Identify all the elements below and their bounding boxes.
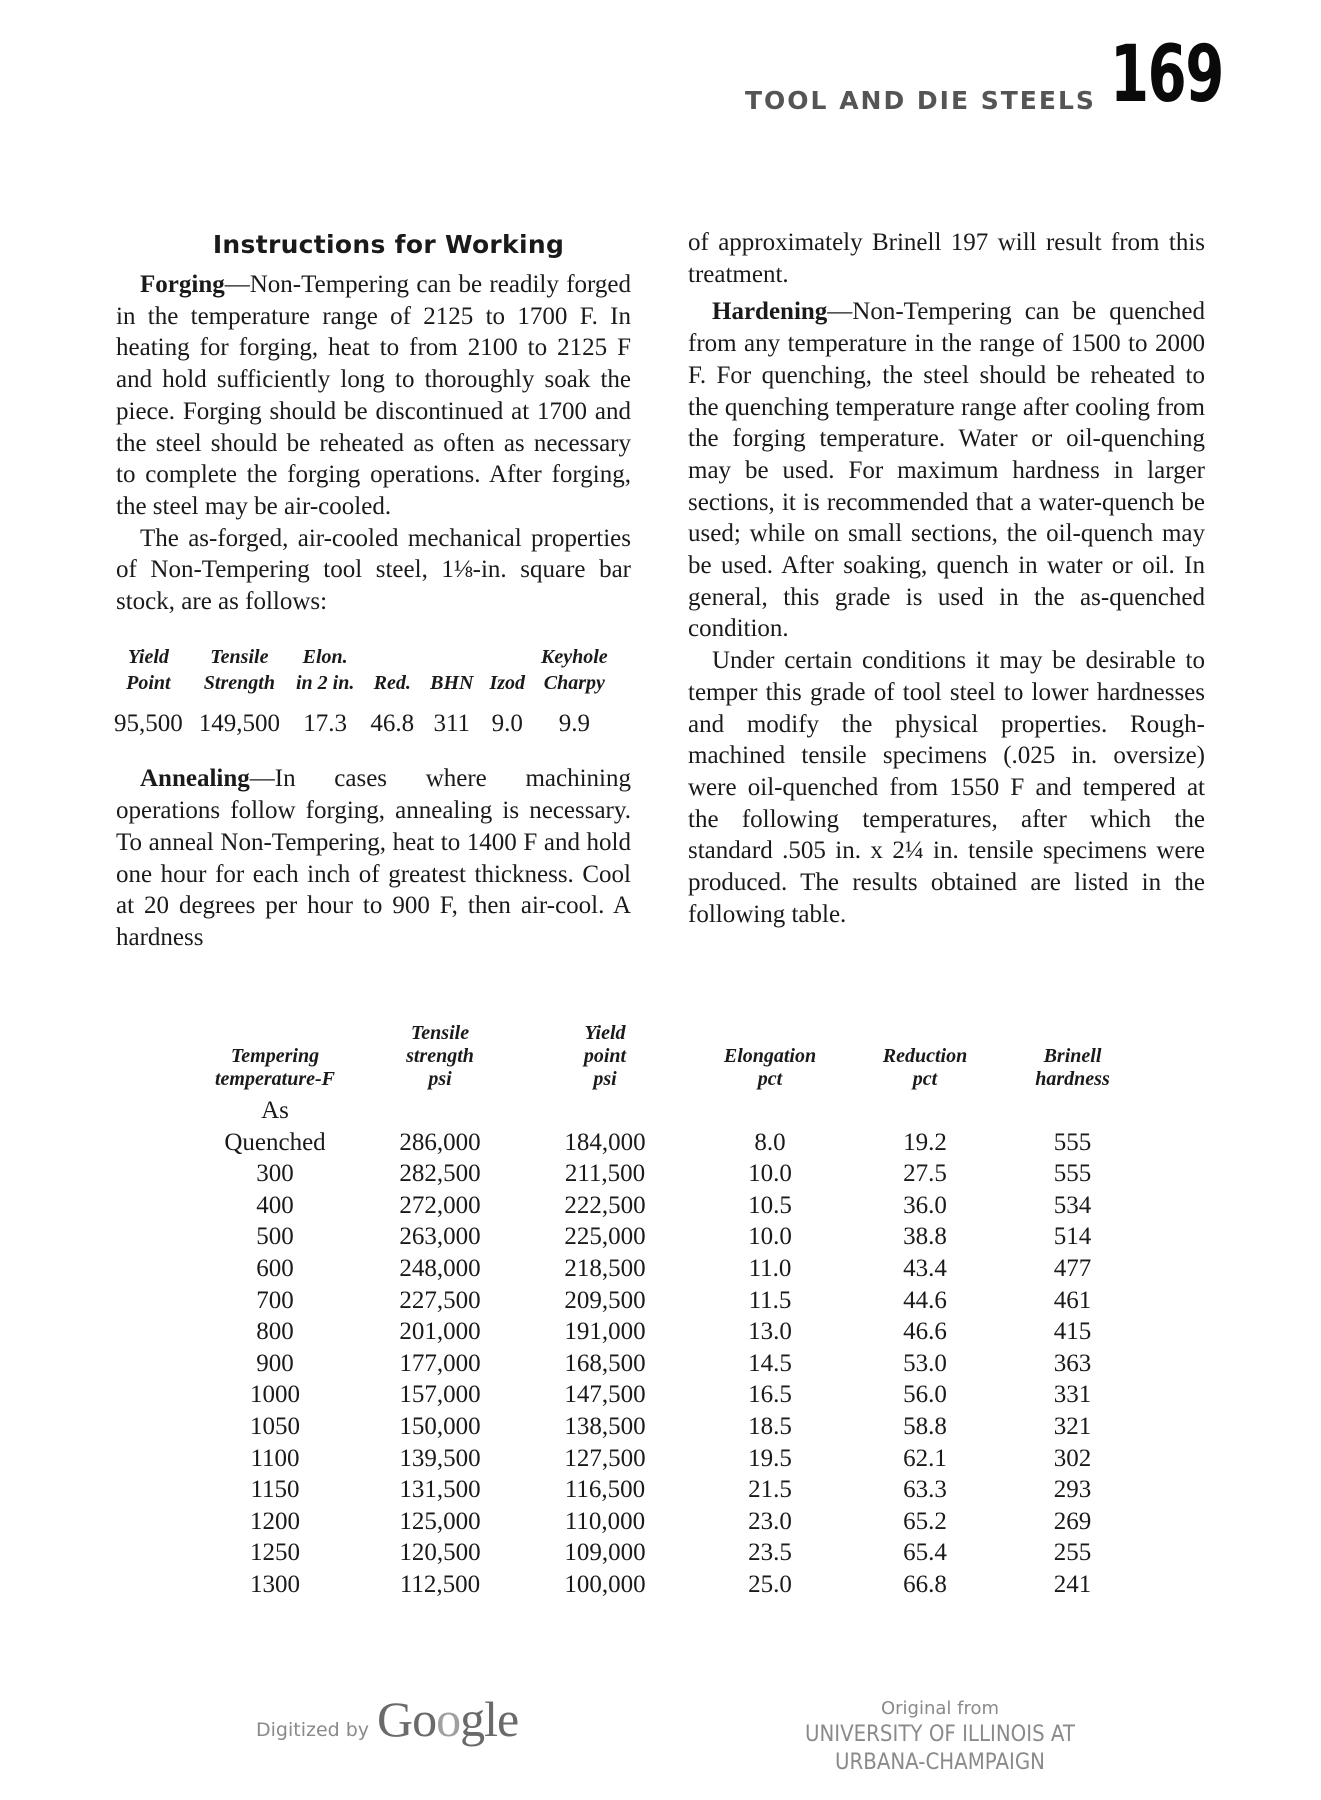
- cell-elongation: 18.5: [748, 1412, 792, 1440]
- cell-reduction: 38.8: [903, 1223, 947, 1251]
- cell-brinell: 514: [1053, 1223, 1092, 1251]
- cell-brinell: 241: [1053, 1570, 1092, 1598]
- cell-brinell: 461: [1053, 1286, 1092, 1314]
- cell-tensile: 157,000: [399, 1381, 481, 1409]
- cell-reduction: 58.8: [903, 1412, 947, 1440]
- cell-temp: 600: [256, 1254, 294, 1282]
- google-logo: Google: [377, 1691, 519, 1747]
- annealing-text: —In cases where machining operations follow forging, annealing is necessary. To anneal Non-Tempering, heat to 1400 F and hold one hour for each inch of greatest thickness. Cool at 20 degrees per hour to 900 F, then air-cool. A hardness: [116, 765, 631, 951]
- forging-run-in: Forging: [140, 271, 225, 298]
- cell-yield: 218,500: [564, 1254, 646, 1282]
- cell-tensile: 286,000: [399, 1128, 481, 1156]
- cell-yield: 222,500: [564, 1191, 646, 1219]
- props-header-charpy: Keyhole Charpy: [541, 645, 608, 694]
- cell-temp: 1100: [250, 1444, 300, 1472]
- tempering-header-row: [190, 1022, 1145, 1095]
- cell-elongation: 19.5: [748, 1444, 792, 1472]
- forging-text: —Non-Tempering can be readily forged in the temperature range of 2125 to 1700 F. In heating for forging, heat to from 2100 to 2125 F and hold sufficiently long to thoroughly soak the piece. Forging should be discontinued at 1700 and the steel should be reheated as often as necessary to complete the forging operations. After forging, the steel may be air-cooled.: [116, 271, 631, 520]
- cell-temp: Quenched: [224, 1128, 326, 1156]
- cell-temp: 1300: [250, 1570, 300, 1598]
- header-tempering-temperature: Tempering temperature-F: [215, 1045, 335, 1090]
- cell-temp: 500: [256, 1223, 294, 1251]
- props-header-bhn: BHN: [430, 671, 474, 694]
- cell-tensile: 272,000: [399, 1191, 481, 1219]
- cell-reduction: 19.2: [903, 1128, 947, 1156]
- digitized-by-label: Digitized by: [256, 1719, 370, 1741]
- cell-reduction: 65.2: [903, 1507, 947, 1535]
- table-row: [190, 1443, 1145, 1475]
- cell-temp: 1150: [250, 1476, 300, 1504]
- table-row: [190, 1537, 1145, 1569]
- cell-yield: 209,500: [564, 1286, 646, 1314]
- table-row: [190, 1253, 1145, 1285]
- props-header-yield: Yield Point: [126, 645, 171, 694]
- cell-elongation: 14.5: [748, 1349, 792, 1377]
- original-from-watermark: [740, 1697, 1140, 1777]
- cell-temp: 1050: [250, 1412, 300, 1440]
- props-header-elongation: Elon. in 2 in.: [296, 645, 355, 694]
- cell-tensile: 282,500: [399, 1160, 481, 1188]
- cell-brinell: 534: [1053, 1191, 1092, 1219]
- hardening-text: —Non-Tempering can be quenched from any temperature in the range of 1500 to 2000 F. For quenching, the steel should be reheated to the quenching temperature range after cooling from the forging temperature. Water or oil-quenching may be used. For maximum hardness in larger sections, it is recommended that a water-quench be used; while on small sections, the oil-quench may be used. After soaking, quench in water or oil. In general, this grade is used in the as-quenched condition.: [688, 298, 1205, 643]
- cell-reduction: 27.5: [903, 1160, 947, 1188]
- cell-elongation: 11.0: [748, 1254, 792, 1282]
- props-bhn-value: 311: [433, 709, 471, 737]
- cell-elongation: 21.5: [748, 1476, 792, 1504]
- hardening-run-in: Hardening: [712, 298, 828, 326]
- table-row: [190, 1411, 1145, 1443]
- table-row: [190, 1127, 1145, 1159]
- cell-tensile: 201,000: [399, 1318, 481, 1346]
- cell-elongation: 11.5: [748, 1286, 792, 1314]
- cell-reduction: 56.0: [903, 1381, 947, 1409]
- as-forged-intro: The as-forged, air-cooled mechanical properties of Non-Tempering tool steel, 1⅛-in. square bar stock, are as follows:: [116, 524, 631, 616]
- cell-reduction: 46.6: [903, 1318, 947, 1346]
- cell-reduction: 53.0: [903, 1349, 947, 1377]
- props-charpy-value: 9.9: [558, 709, 590, 737]
- table-row: [190, 1474, 1145, 1506]
- props-header-reduction: Red.: [373, 671, 411, 694]
- cell-elongation: 13.0: [748, 1318, 792, 1346]
- header-reduction: Reduction pct: [882, 1045, 968, 1090]
- cell-yield: 116,500: [564, 1476, 646, 1504]
- section-title: Instructions for Working: [212, 230, 565, 259]
- annealing-continuation: of approximately Brinell 197 will result from this treatment.: [688, 229, 1205, 288]
- cell-yield: 168,500: [564, 1349, 646, 1377]
- cell-temp: 1250: [250, 1539, 300, 1567]
- cell-elongation: 10.5: [748, 1191, 792, 1219]
- cell-tensile: 139,500: [399, 1444, 481, 1472]
- table-row: [190, 1379, 1145, 1411]
- cell-tensile: 131,500: [399, 1476, 481, 1504]
- cell-tensile: 227,500: [399, 1286, 481, 1314]
- cell-yield: 109,000: [564, 1539, 646, 1567]
- table-row: [190, 1316, 1145, 1348]
- cell-elongation: 23.0: [748, 1507, 792, 1535]
- props-reduction-value: 46.8: [370, 709, 415, 737]
- cell-tensile: 248,000: [399, 1254, 481, 1282]
- cell-tensile: 120,500: [399, 1539, 481, 1567]
- running-head: TOOL AND DIE STEELS: [745, 86, 1096, 115]
- cell-temp-as: As: [261, 1097, 289, 1124]
- cell-reduction: 63.3: [903, 1476, 947, 1504]
- digitized-by-google-watermark: [256, 1690, 518, 1748]
- header-elongation: Elongation pct: [723, 1045, 817, 1090]
- table-row: [190, 1158, 1145, 1190]
- cell-temp: 1200: [250, 1507, 300, 1535]
- table-row: [190, 1190, 1145, 1222]
- cell-elongation: 23.5: [748, 1539, 792, 1567]
- cell-tensile: 263,000: [399, 1223, 481, 1251]
- cell-temp: 800: [256, 1318, 294, 1346]
- right-column: [688, 227, 1205, 930]
- cell-reduction: 44.6: [903, 1286, 947, 1314]
- header-tensile-strength: Tensile strength psi: [406, 1022, 474, 1090]
- props-elongation-value: 17.3: [303, 709, 348, 737]
- props-izod-value: 9.0: [491, 709, 523, 737]
- hardening-paragraph: [688, 296, 1205, 645]
- cell-brinell: 477: [1053, 1254, 1092, 1282]
- cell-elongation: 10.0: [748, 1160, 792, 1188]
- institution-line-1: UNIVERSITY OF ILLINOIS AT: [804, 1722, 1076, 1747]
- cell-elongation: 8.0: [754, 1128, 786, 1156]
- institution-line-2: URBANA-CHAMPAIGN: [834, 1750, 1046, 1775]
- tempering-results-table: [190, 1022, 1145, 1601]
- cell-brinell: 415: [1053, 1318, 1092, 1346]
- props-header-row: [114, 644, 616, 696]
- cell-yield: 127,500: [564, 1444, 646, 1472]
- cell-brinell: 293: [1053, 1476, 1092, 1504]
- cell-yield: 184,000: [564, 1128, 646, 1156]
- table-row: [190, 1285, 1145, 1317]
- header-yield-point: Yield point psi: [583, 1022, 627, 1090]
- table-row: [190, 1348, 1145, 1380]
- cell-temp: 700: [256, 1286, 294, 1314]
- table-row-as-label: [190, 1095, 1145, 1127]
- cell-brinell: 555: [1053, 1160, 1092, 1188]
- cell-temp: 300: [256, 1160, 294, 1188]
- cell-yield: 225,000: [564, 1223, 646, 1251]
- cell-brinell: 555: [1053, 1128, 1092, 1156]
- props-header-tensile: Tensile Strength: [203, 645, 275, 694]
- cell-reduction: 66.8: [903, 1570, 947, 1598]
- cell-reduction: 62.1: [903, 1444, 947, 1472]
- props-header-izod: Izod: [489, 671, 526, 694]
- cell-yield: 100,000: [564, 1570, 646, 1598]
- cell-tensile: 150,000: [399, 1412, 481, 1440]
- cell-yield: 147,500: [564, 1381, 646, 1409]
- props-yield-value: 95,500: [114, 709, 183, 737]
- page-number: 169: [1110, 30, 1223, 120]
- original-from-label: Original from: [880, 1698, 1000, 1719]
- cell-brinell: 331: [1053, 1381, 1092, 1409]
- cell-reduction: 43.4: [903, 1254, 947, 1282]
- cell-tensile: 177,000: [399, 1349, 481, 1377]
- cell-yield: 211,500: [564, 1160, 646, 1188]
- cell-tensile: 112,500: [399, 1570, 481, 1598]
- cell-brinell: 363: [1053, 1349, 1092, 1377]
- forging-paragraph: [116, 269, 631, 523]
- cell-elongation: 16.5: [748, 1381, 792, 1409]
- props-value-row: [114, 696, 616, 740]
- cell-tensile: 125,000: [399, 1507, 481, 1535]
- cell-yield: 191,000: [564, 1318, 646, 1346]
- cell-elongation: 25.0: [748, 1570, 792, 1598]
- annealing-run-in: Annealing: [140, 765, 250, 793]
- table-row: [190, 1569, 1145, 1601]
- table-row: [190, 1221, 1145, 1253]
- cell-brinell: 302: [1053, 1444, 1092, 1472]
- tempering-paragraph: Under certain conditions it may be desirable to temper this grade of tool steel to lower hardnesses and modify the physical properties. Rough-machined tensile specimens (.025 in. oversize) were oil-quenched from 1550 F and tempered at the following temperatures, after which the standard .505 in. x 2¼ in. tensile specimens were produced. The results obtained are listed in the following table.: [688, 647, 1205, 928]
- cell-yield: 110,000: [564, 1507, 646, 1535]
- props-tensile-value: 149,500: [198, 709, 280, 737]
- as-forged-properties-table: [114, 644, 616, 740]
- annealing-paragraph: [116, 763, 631, 953]
- left-column: [116, 227, 631, 954]
- cell-brinell: 321: [1053, 1412, 1092, 1440]
- cell-reduction: 36.0: [903, 1191, 947, 1219]
- cell-elongation: 10.0: [748, 1223, 792, 1251]
- cell-temp: 900: [256, 1349, 294, 1377]
- cell-brinell: 269: [1053, 1507, 1092, 1535]
- cell-reduction: 65.4: [903, 1539, 947, 1567]
- cell-temp: 1000: [250, 1381, 300, 1409]
- header-brinell-hardness: Brinell hardness: [1035, 1045, 1110, 1090]
- table-row: [190, 1506, 1145, 1538]
- cell-temp: 400: [256, 1191, 294, 1219]
- cell-yield: 138,500: [564, 1412, 646, 1440]
- cell-brinell: 255: [1053, 1539, 1092, 1567]
